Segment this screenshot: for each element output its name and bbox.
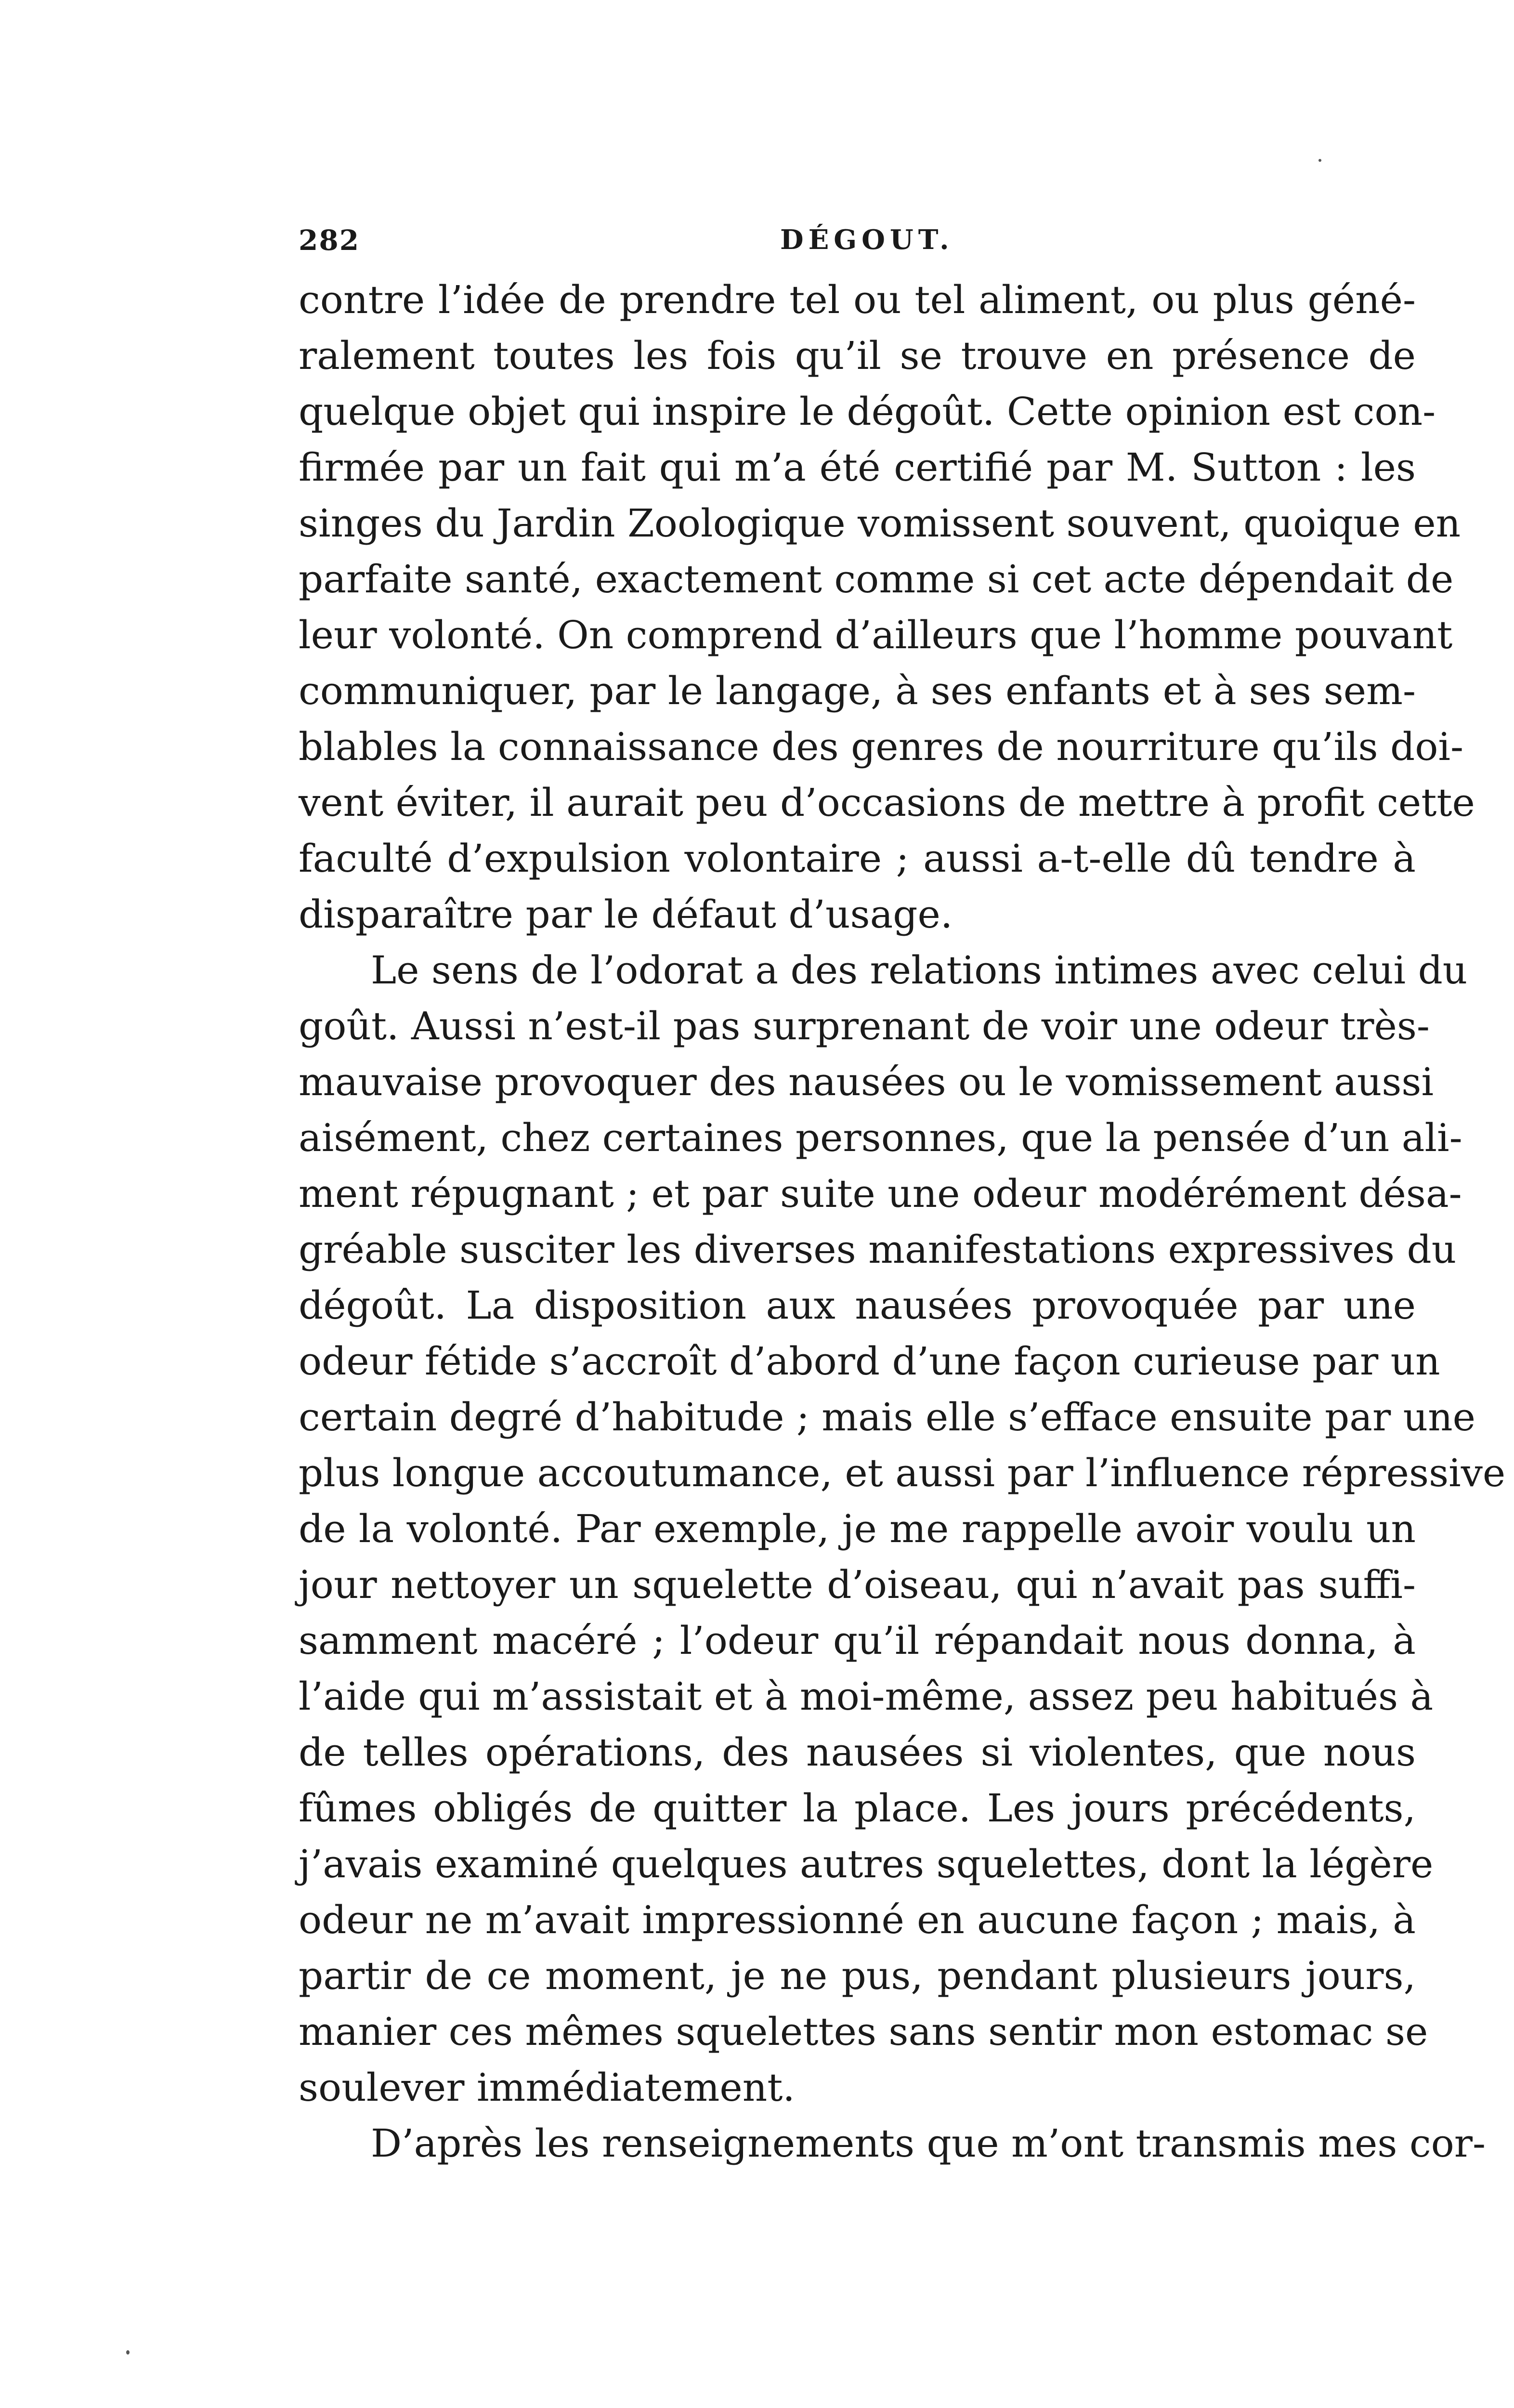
text-line: odeur fétide s’accroît d’abord d’une façon curieuse par un bbox=[299, 1339, 1440, 1384]
text-line: manier ces mêmes squelettes sans sentir mon estomac se bbox=[299, 2009, 1428, 2054]
text-line: de la volonté. Par exemple, je me rappelle avoir voulu un bbox=[299, 1506, 1416, 1551]
text-line: singes du Jardin Zoologique vomissent souvent, quoique en bbox=[299, 501, 1461, 546]
text-line: blables la connaissance des genres de nourriture qu’ils doi- bbox=[299, 724, 1463, 769]
text-line: vent éviter, il aurait peu d’occasions de mettre à profit cette bbox=[299, 780, 1475, 825]
paragraph bbox=[299, 2116, 1486, 2172]
text-line: fûmes obligés de quitter la place. Les jours précédents, bbox=[299, 1786, 1416, 1831]
text-line: partir de ce moment, je ne pus, pendant plusieurs jours, bbox=[299, 1953, 1416, 1998]
text-line: leur volonté. On comprend d’ailleurs que l’homme pouvant bbox=[299, 613, 1453, 657]
paragraph bbox=[299, 272, 1475, 942]
text-line: odeur ne m’avait impressionné en aucune façon ; mais, à bbox=[299, 1898, 1416, 1942]
text-line: faculté d’expulsion volontaire ; aussi a-t-elle dû tendre à bbox=[299, 836, 1416, 881]
text-line: firmée par un fait qui m’a été certifié par M. Sutton : les bbox=[299, 445, 1416, 490]
text-line: contre l’idée de prendre tel ou tel aliment, ou plus géné- bbox=[299, 277, 1416, 322]
body-text bbox=[299, 272, 1506, 2172]
text-line: goût. Aussi n’est-il pas surprenant de voir une odeur très- bbox=[299, 1004, 1430, 1048]
text-line: gréable susciter les diverses manifestations expressives du bbox=[299, 1227, 1457, 1272]
page-number: 282 bbox=[299, 224, 360, 257]
text-line: plus longue accoutumance, et aussi par l’influence répressive bbox=[299, 1451, 1506, 1495]
running-head bbox=[299, 224, 1416, 267]
scan-speck bbox=[126, 2350, 130, 2355]
running-title: DÉGOUT. bbox=[780, 224, 954, 256]
text-line: parfaite santé, exactement comme si cet acte dépendait de bbox=[299, 557, 1454, 602]
text-line: l’aide qui m’assistait et à moi-même, assez peu habitués à bbox=[299, 1674, 1434, 1719]
text-line: D’après les renseignements que m’ont transmis mes cor- bbox=[371, 2121, 1486, 2166]
text-line: disparaître par le défaut d’usage. bbox=[299, 892, 953, 937]
paragraph bbox=[299, 942, 1506, 2116]
text-line: de telles opérations, des nausées si violentes, que nous bbox=[299, 1730, 1416, 1775]
text-line: Le sens de l’odorat a des relations intimes avec celui du bbox=[371, 948, 1468, 993]
text-line: quelque objet qui inspire le dégoût. Cette opinion est con- bbox=[299, 389, 1436, 434]
text-line: communiquer, par le langage, à ses enfants et à ses sem- bbox=[299, 668, 1416, 713]
scan-speck bbox=[1318, 159, 1321, 162]
text-line: soulever immédiatement. bbox=[299, 2065, 795, 2110]
text-line: samment macéré ; l’odeur qu’il répandait nous donna, à bbox=[299, 1618, 1416, 1663]
text-line: dégoût. La disposition aux nausées provoquée par une bbox=[299, 1283, 1416, 1328]
text-line: jour nettoyer un squelette d’oiseau, qui n’avait pas suffi- bbox=[299, 1562, 1416, 1607]
text-line: mauvaise provoquer des nausées ou le vomissement aussi bbox=[299, 1060, 1434, 1104]
text-line: j’avais examiné quelques autres squelettes, dont la légère bbox=[299, 1842, 1434, 1886]
text-line: ment répugnant ; et par suite une odeur modérément désa- bbox=[299, 1171, 1462, 1216]
text-line: certain degré d’habitude ; mais elle s’efface ensuite par une bbox=[299, 1395, 1476, 1440]
text-line: aisément, chez certaines personnes, que la pensée d’un ali- bbox=[299, 1115, 1462, 1160]
text-line: ralement toutes les fois qu’il se trouve en présence de bbox=[299, 333, 1416, 378]
